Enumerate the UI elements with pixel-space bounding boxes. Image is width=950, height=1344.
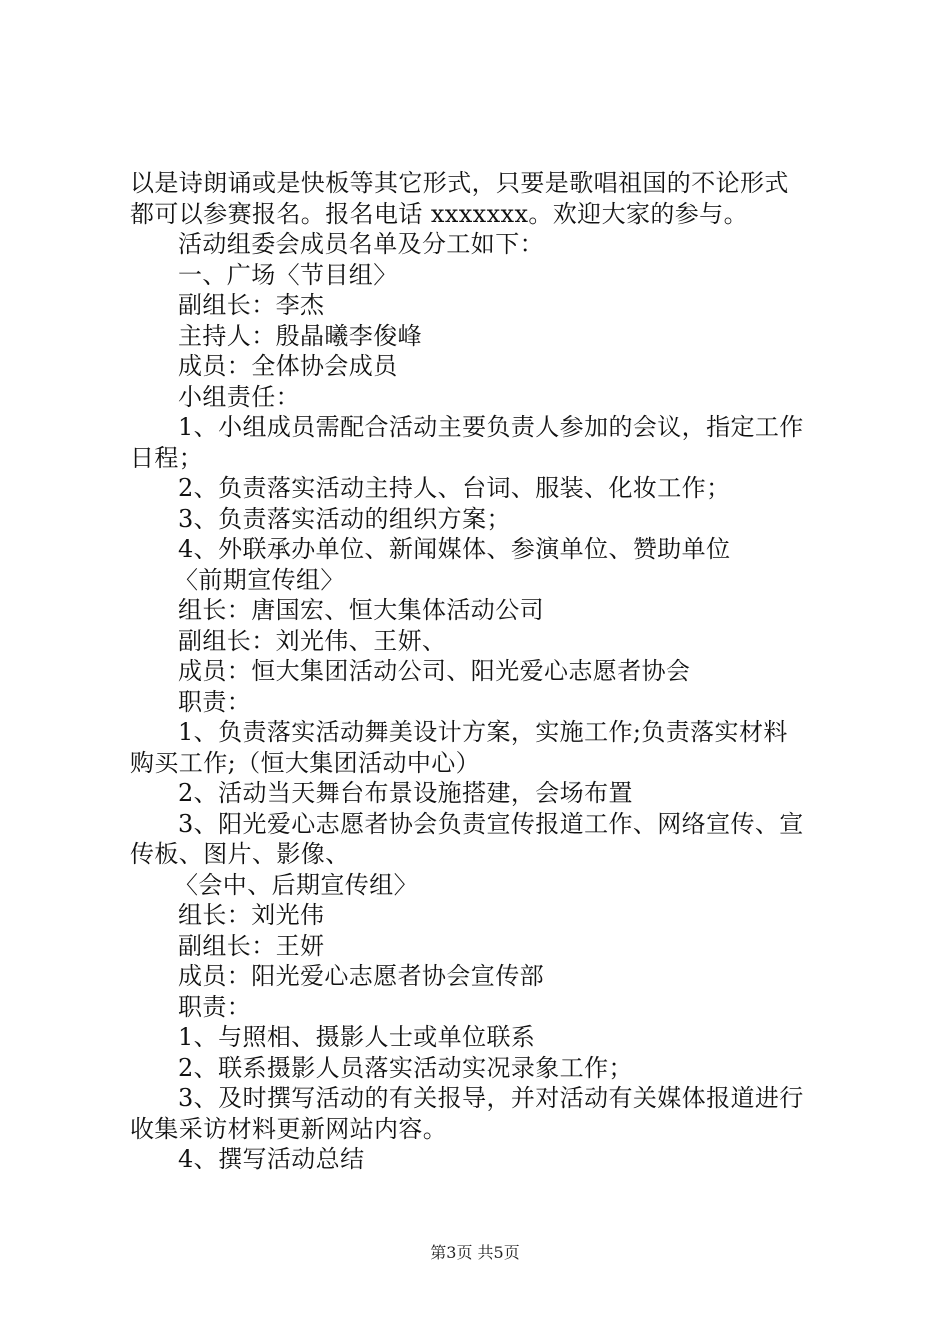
text-line: 成员：恒大集团活动公司、阳光爱心志愿者协会 [178, 657, 691, 685]
text-line: 组长：唐国宏、恒大集体活动公司 [178, 596, 544, 624]
text-line: 以是诗朗诵或是快板等其它形式，只要是歌唱祖国的不论形式 [130, 169, 789, 197]
text-line: 职责： [178, 992, 252, 1021]
text-line: 3、阳光爱心志愿者协会负责宣传报道工作、网络宣传、宣 [178, 809, 804, 838]
document-body [130, 168, 835, 1175]
page-footer: 第3页 共5页 [430, 1243, 520, 1262]
text-line: 成员：全体协会成员 [178, 352, 398, 380]
text-line: 2、负责落实活动主持人、台词、服装、化妆工作； [178, 474, 731, 502]
text-line: 4、撰写活动总结 [178, 1145, 365, 1173]
text-line: 收集采访材料更新网站内容。 [130, 1114, 448, 1143]
text-line: 1、与照相、摄影人士或单位联系 [178, 1023, 536, 1051]
text-line: 副组长：刘光伟、王妍、 [178, 626, 447, 655]
text-line: 活动组委会成员名单及分工如下： [178, 230, 544, 258]
text-line: 副组长：王妍 [178, 931, 325, 960]
text-line: 日程； [130, 443, 204, 472]
text-line: 成员：阳光爱心志愿者协会宣传部 [178, 962, 544, 990]
text-line: 〈会中、后期宣传组〉 [174, 870, 418, 899]
text-line: 2、联系摄影人员落实活动实况录象工作； [178, 1053, 633, 1082]
text-line: 副组长：李杰 [178, 291, 325, 319]
text-line: 传板、图片、影像、 [130, 840, 350, 868]
text-line: 4、外联承办单位、新闻媒体、参演单位、赞助单位 [178, 535, 731, 563]
text-line: 组长：刘光伟 [178, 901, 325, 929]
text-line: 1、小组成员需配合活动主要负责人参加的会议，指定工作 [178, 413, 804, 441]
text-line: 2、活动当天舞台布景设施搭建，会场布置 [178, 779, 633, 807]
text-line: 都可以参赛报名。报名电话 xxxxxxx。欢迎大家的参与。 [130, 199, 748, 228]
text-line: 〈前期宣传组〉 [174, 565, 345, 594]
text-line: 3、及时撰写活动的有关报导，并对活动有关媒体报道进行 [178, 1084, 804, 1112]
text-line: 一、广场〈节目组〉 [178, 260, 398, 289]
text-line: 购买工作;（恒大集团活动中心） [130, 748, 481, 777]
text-line: 职责： [178, 687, 252, 716]
text-line: 3、负责落实活动的组织方案； [178, 504, 511, 533]
text-line: 小组责任： [178, 382, 300, 411]
text-line: 1、负责落实活动舞美设计方案，实施工作;负责落实材料 [178, 718, 788, 746]
text-line: 主持人：殷晶曦李俊峰 [178, 321, 422, 350]
